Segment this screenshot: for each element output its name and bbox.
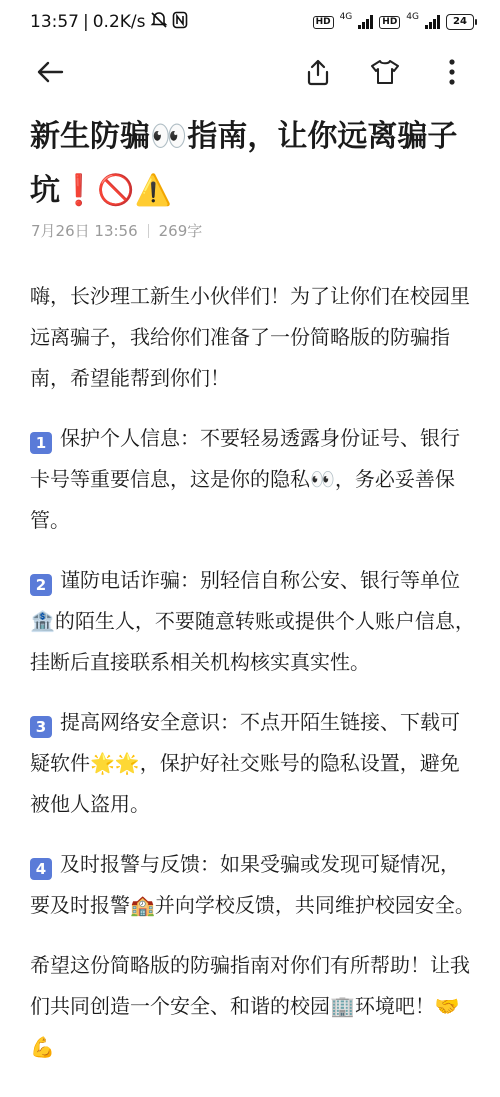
list-item[interactable] [30,560,475,683]
toolbar [0,44,500,104]
arrow-left-icon [35,60,65,88]
status-left [30,11,188,34]
meta-divider [148,224,149,238]
keycap-number: 3 [30,716,52,738]
list-item[interactable] [30,418,475,541]
theme-button[interactable] [365,54,405,94]
status-right [313,11,474,30]
status-net-speed: 0.2K/s [92,12,146,32]
note-date: 7月26日 13:56 [31,222,138,240]
keycap-number: 1 [30,432,52,454]
note-body[interactable] [30,276,475,1087]
share-icon [306,58,330,90]
keycap-number: 2 [30,574,52,596]
more-button[interactable] [432,54,472,94]
keycap-number: 4 [30,858,52,880]
network-type: 4G [339,11,353,22]
note-title[interactable]: 新生防骗👀指南，让你远离骗子坑❗🚫⚠️ [30,119,458,208]
note-meta [31,220,202,241]
network-type-2: 4G [406,11,419,22]
outro-paragraph[interactable]: 希望这份简略版的防骗指南对你们有所帮助！让我们共同创造一个安全、和谐的校园🏢环境吧！🤝💪 [30,953,470,1059]
status-time: 13:57 [30,12,79,32]
list-item-text: 保护个人信息：不要轻易透露身份证号、银行卡号等重要信息，这是你的隐私👀，务必妥善保管。 [30,426,460,532]
battery-icon: 24 [446,14,474,30]
intro-paragraph[interactable]: 嗨，长沙理工新生小伙伴们！为了让你们在校园里远离骗子，我给你们准备了一份简略版的防骗指南，希望能帮到你们！ [30,284,470,390]
back-button[interactable] [30,54,70,94]
list-item-text: 及时报警与反馈：如果受骗或发现可疑情况，要及时报警🏫并向学校反馈，共同维护校园安全。 [30,852,475,917]
hd-badge: HD [313,16,334,29]
signal-icon-2 [425,15,440,29]
status-bar [0,0,500,44]
word-count: 269字 [158,222,203,240]
tshirt-icon [370,59,400,89]
list-item-text: 提高网络安全意识：不点开陌生链接、下载可疑软件🌟🌟，保护好社交账号的隐私设置，避免被他人盗用。 [30,710,460,816]
signal-icon [358,15,373,29]
more-vertical-icon [448,59,456,89]
list-item[interactable] [30,844,475,926]
status-divider: | [83,12,89,32]
mute-icon [150,11,168,34]
nfc-icon [172,11,188,34]
list-item-text: 谨防电话诈骗：别轻信自称公安、银行等单位🏦的陌生人，不要随意转账或提供个人账户信息，挂断后直接联系相关机构核实真实性。 [30,568,475,674]
list-item[interactable] [30,702,475,825]
hd-badge-2: HD [379,16,400,29]
share-button[interactable] [298,54,338,94]
